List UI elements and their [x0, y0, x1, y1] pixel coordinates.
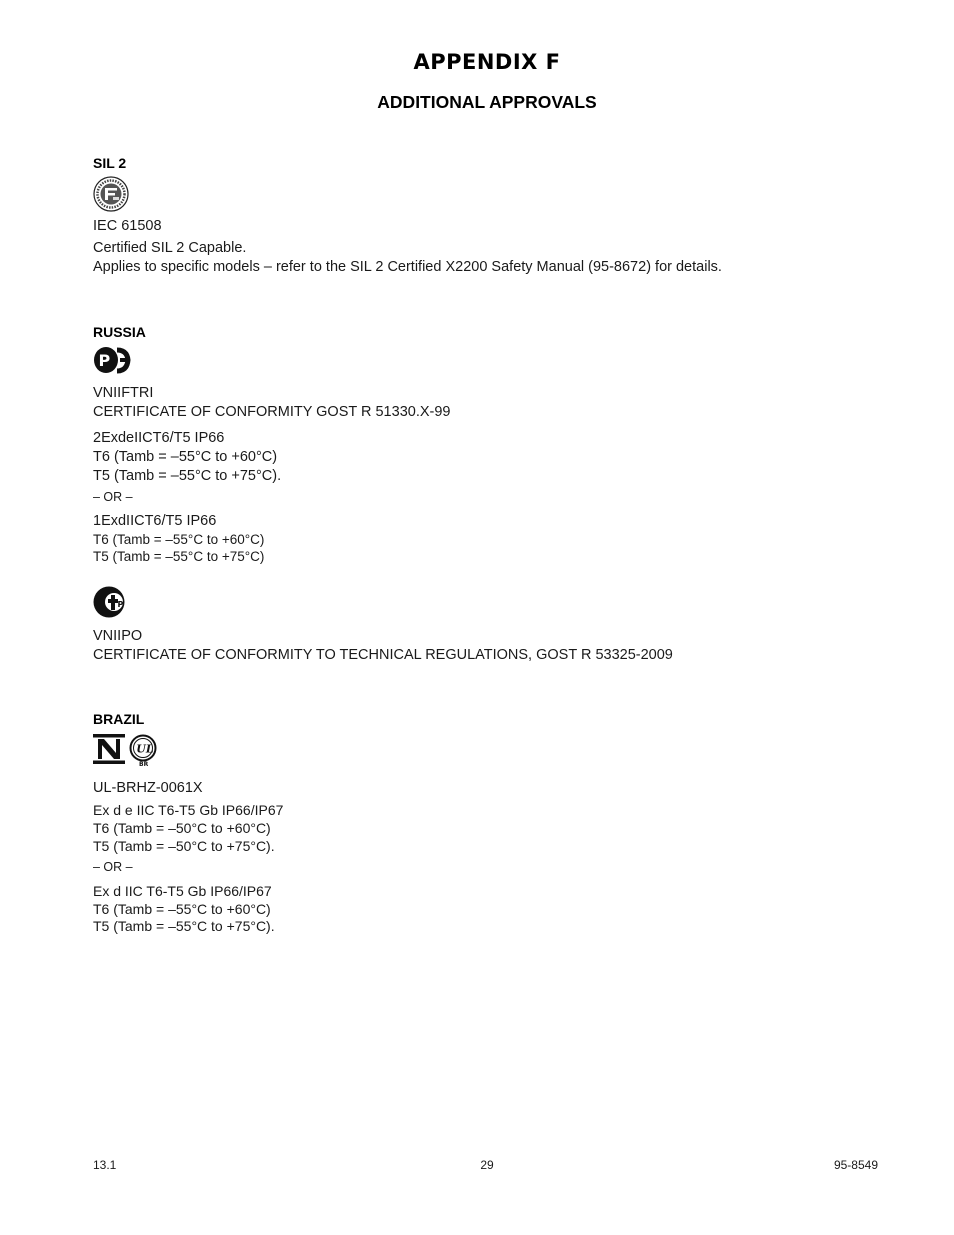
brazil-option2-rating: Ex d IIC T6-T5 Gb IP66/IP67 [93, 883, 272, 899]
brazil-option2-t5: T5 (Tamb = –55°C to +75°C). [93, 918, 275, 934]
sil2-certified-line: Certified SIL 2 Capable. [93, 240, 247, 256]
svg-text:P: P [98, 351, 111, 370]
ul-br-mark-icon [129, 733, 157, 767]
russia-org-vniipo: VNIIPO [93, 628, 143, 644]
russia-option2-t5: T5 (Tamb = –55°C to +75°C) [93, 549, 265, 564]
sil2-standard: IEC 61508 [93, 218, 162, 234]
russia-certificate-technical: CERTIFICATE OF CONFORMITY TO TECHNICAL REGULATIONS, GOST R 53325-2009 [93, 647, 673, 663]
appendix-title: APPENDIX F [413, 50, 561, 74]
inmetro-mark-icon [93, 734, 125, 764]
page-subtitle: ADDITIONAL APPROVALS [377, 92, 597, 112]
footer-doc-number: 95-8549 [833, 1158, 878, 1172]
russia-option1-t5: T5 (Tamb = –55°C to +75°C). [93, 468, 282, 484]
fire-safety-mark-icon [93, 586, 127, 618]
brazil-option1-t5: T5 (Tamb = –50°C to +75°C). [93, 838, 275, 854]
svg-text:BR: BR [139, 761, 149, 767]
brazil-or-separator: – OR – [93, 860, 133, 874]
brazil-option1-t6: T6 (Tamb = –50°C to +60°C) [93, 820, 271, 836]
brazil-certificate: UL-BRHZ-0061X [93, 780, 203, 796]
sil2-applies-line: Applies to specific models – refer to the SIL 2 Certified X2200 Safety Manual (95-8672) for details. [93, 259, 722, 275]
gost-r-mark-icon [93, 346, 131, 374]
russia-option2-t6: T6 (Tamb = –55°C to +60°C) [93, 532, 265, 547]
russia-org-vniiftri: VNIIFTRI [93, 385, 154, 401]
footer-page-number: 29 [480, 1158, 494, 1172]
russia-option1-t6: T6 (Tamb = –55°C to +60°C) [93, 449, 278, 465]
russia-certificate-gost: CERTIFICATE OF CONFORMITY GOST R 51330.X-99 [93, 404, 451, 420]
sil-certification-seal-icon [93, 176, 129, 212]
russia-or-separator: – OR – [93, 490, 133, 504]
brazil-option2-t6: T6 (Tamb = –55°C to +60°C) [93, 901, 271, 917]
russia-option1-rating: 2ExdeIICT6/T5 IP66 [93, 430, 225, 446]
svg-text:UL: UL [136, 742, 154, 756]
brazil-option1-rating: Ex d e IIC T6-T5 Gb IP66/IP67 [93, 802, 284, 818]
brazil-heading: BRAZIL [93, 711, 145, 727]
footer-revision: 13.1 [93, 1158, 117, 1172]
sil2-heading: SIL 2 [93, 155, 127, 171]
russia-heading: RUSSIA [93, 324, 146, 340]
russia-option2-rating: 1ExdIICT6/T5 IP66 [93, 513, 217, 529]
svg-text:P: P [117, 600, 124, 609]
